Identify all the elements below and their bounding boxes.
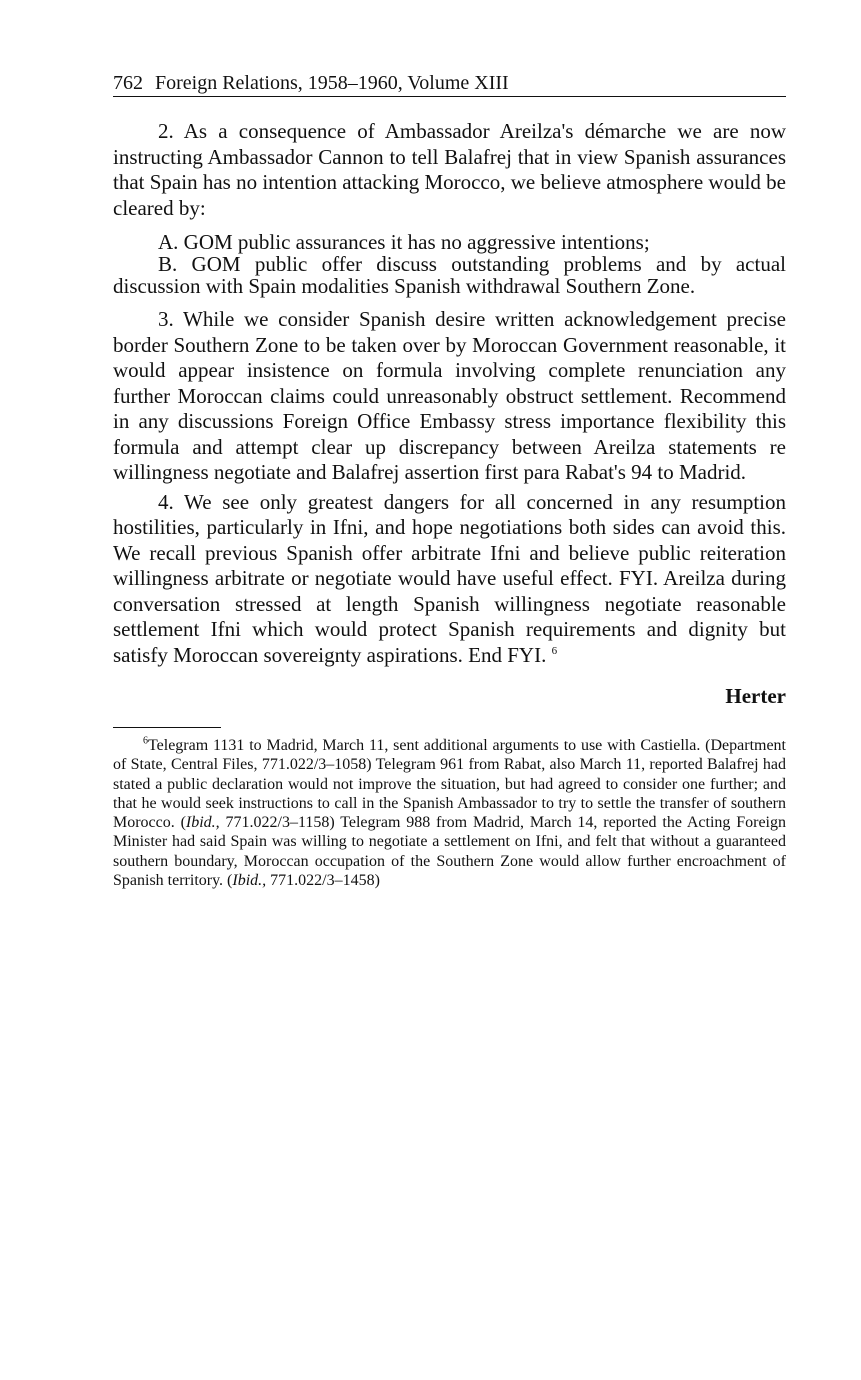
signature: Herter bbox=[725, 684, 786, 708]
footnote-text-3: 771.022/3–1458) bbox=[266, 872, 380, 890]
paragraph-4-text: 4. We see only greatest dangers for all concerned in any resumption hostilities, particularly in Ifni, and hope negotiations both sides can avoid this. We recall previous Spanish offer arbitrate Ifni and believe public reiteration willingness arbitrate or negotiate would have useful effect. FYI. Areilza during conversation stressed at length Spanish willingness negotiate reasonable settlement Ifni which would protect Spanish requirements and dignity but satisfy Moroccan sovereignty aspirations. End FYI. bbox=[113, 489, 786, 667]
footnote-ibid-1: Ibid., bbox=[185, 814, 220, 832]
footnote-divider bbox=[113, 727, 221, 728]
paragraph-4 bbox=[113, 490, 786, 669]
page-number: 762 bbox=[113, 72, 143, 94]
paragraph-3: 3. While we consider Spanish desire written acknowledgement precise border Southern Zone to be taken over by Moroccan Government reasonable, it would appear insistence on formula involving complete renunciation any further Moroccan claims could unreasonably obstruct settlement. Recommend in any discussions Foreign Office Embassy stress importance flexibility this formula and attempt clear up discrepancy between Areilza statements re willingness negotiate and Balafrej assertion first para Rabat's 94 to Madrid. bbox=[113, 307, 786, 484]
footnote-reference: 6 bbox=[551, 644, 558, 657]
footnote-text-2: 771.022/3–1158) Telegram 988 from Madrid, March 14, reported the Acting Foreign Minister had said Spain was willing to negotiate a settlement on Ifni, and felt that without a guaranteed southern boundary, Moroccan occupation of the Southern Zone would allow further encroachment of Spanish territory. ( bbox=[113, 814, 786, 890]
document-page bbox=[113, 70, 786, 890]
running-title: Foreign Relations, 1958–1960, Volume XIII bbox=[155, 72, 509, 94]
paragraph-2: 2. As a consequence of Ambassador Areilza's démarche we are now instructing Ambassador Cannon to tell Balafrej that in view Spanish assurances that Spain has no intention attacking Morocco, we believe atmosphere would be cleared by: bbox=[113, 119, 786, 220]
list-item-b: B. GOM public offer discuss outstanding problems and by actual discussion with Spain modalities Spanish withdrawal Southern Zone. bbox=[113, 252, 786, 298]
footnote bbox=[113, 736, 786, 890]
footnote-text-1: Telegram 1131 to Madrid, March 11, sent additional arguments to use with Castiella. (Department of State, Central Files, 771.022/3–1058) Telegram 961 from Rabat, also March 11, reported Balafrej had stated a public declaration would not improve the situation, but had agreed to consider one further; and that he would seek instructions to call in the Spanish Ambassador to try to settle the transfer of southern Morocco. ( bbox=[113, 737, 786, 832]
footnote-marker: 6 bbox=[143, 735, 148, 747]
document-body bbox=[113, 119, 786, 668]
running-header bbox=[113, 70, 786, 97]
footnote-ibid-2: Ibid., bbox=[232, 872, 267, 890]
list-item-a: A. GOM public assurances it has no aggressive intentions; bbox=[158, 230, 650, 254]
